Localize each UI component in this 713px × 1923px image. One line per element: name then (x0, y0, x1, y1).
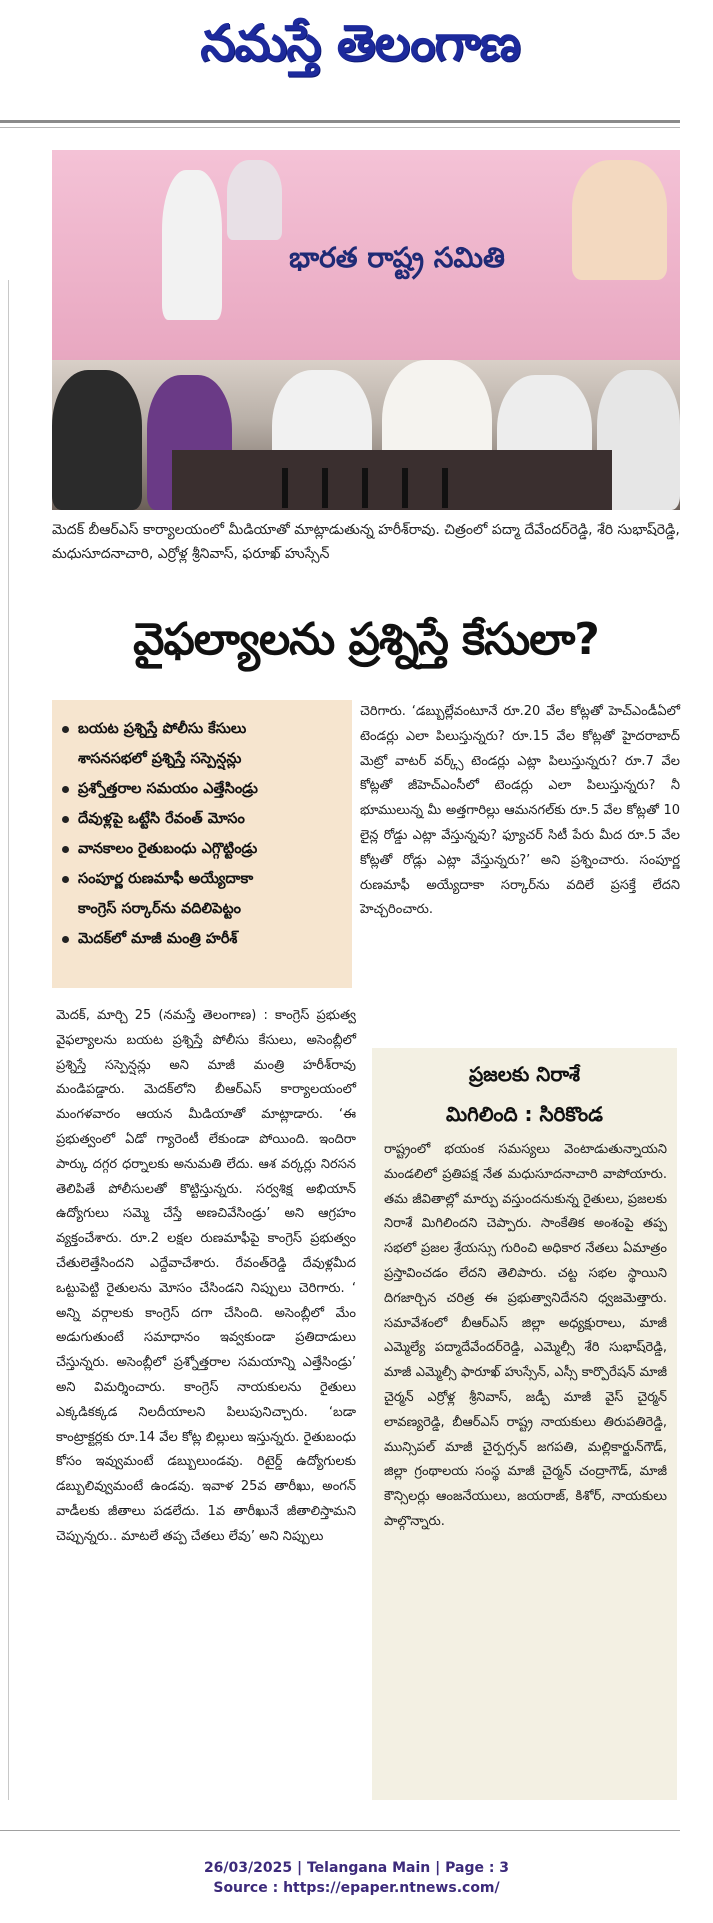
microphone (322, 468, 328, 508)
party-banner-text: భారత రాష్ట్ర సమితి (289, 241, 505, 274)
attendee (52, 370, 142, 510)
masthead-rule (0, 120, 680, 123)
page-footer (0, 1858, 713, 1898)
newspaper-logo: నమస్తే తెలంగాణ (200, 14, 520, 72)
sidebar-headline-line1: ప్రజలకు నిరాశే (468, 1062, 581, 1086)
adjacent-column-edge (0, 280, 9, 1800)
footer-edition-info: 26/03/2025 | Telangana Main | Page : 3 (203, 1860, 510, 1876)
footer-rule (0, 1830, 680, 1831)
bullet-icon (62, 726, 69, 733)
masthead-rule-thin (0, 127, 680, 128)
bullet-icon (62, 876, 69, 883)
sidebar-headline-line2: మిగిలింది : సిరికొండ (446, 1102, 603, 1126)
footer-source-link[interactable]: Source : https://epaper.ntnews.com/ (213, 1880, 500, 1896)
bullet-icon (62, 816, 69, 823)
portrait-figure-left (162, 170, 222, 320)
article-body-right: చెరిగారు. ‘డబ్బుల్లేవంటూనే రూ.20 వేల కోట్లతో హెచ్ఎండీఏలో టెండర్లు ఎలా పిలుస్తున్నరు? రూ.15 వేల కోట్లతో హైదరాబాద్ మెట్రో వాటర్ వర్క్స్ టెండర్లు ఎట్లా పిలుస్తున్నరు? రూ.7 వేల కోట్లతో జీహెచ్ఎంసీలో టెండర్లు ఎలా పిలుస్తున్నరు? నీ భూములున్న మీ అత్తగారిల్లు ఆమనగల్‌కు రూ.5 వేల కోట్లతో 10 లైన్ల రోడ్డు ఎట్లా వేస్తున్నవు? ఫ్యూచర్ సిటీ పేరు మీద రూ.5 వేల కోట్లతో రోడ్లు ఎట్లా వేస్తున్నరు?’ అని ప్రశ్నించారు. సంపూర్ణ రుణమాఫీ అయ్యేదాకా సర్కార్‌ను వదిలే ప్రసక్తే లేదని హెచ్చరించారు. (360, 704, 680, 918)
microphone (442, 468, 448, 508)
highlights-box (52, 700, 352, 988)
bullet-icon (62, 846, 69, 853)
article-body-left: మెదక్, మార్చి 25 (నమస్తే తెలంగాణ) : కాంగ్రెస్ ప్రభుత్వ వైఫల్యాలను బయట ప్రశ్నిస్తే పోలీసు కేసులు, అసెంబ్లీలో ప్రశ్నిస్తే సస్పెన్షన్లు అని మాజీ మంత్రి హరీశ్‌రావు మండిపడ్డారు. మెదక్‌లోని బీఆర్ఎస్ కార్యాలయంలో మంగళవారం ఆయన మీడియాతో మాట్లాడారు. ‘ఈ ప్రభుత్వంలో ఏడో గ్యారెంటీ లేకుండా పోయింది. ఇందిరా పార్కు దగ్గర ధర్నాలకు అనుమతి లేదు. ఆశ వర్కర్లు నిరసన తెలిపితే పోలీసులతో కొట్టిస్తున్నరు. సర్వశిక్ష అభియాన్ ఉద్యోగులు సమ్మె చేస్తే అణచివేసిండ్రు’ అని ఆగ్రహం వ్యక్తంచేశారు. రూ.2 లక్షల రుణమాఫీపై కాంగ్రెస్ ప్రభుత్వం చేతులెత్తేసిందని ఎద్దేవాచేశారు. రేవంత్‌రెడ్డి దేవుళ్లమీద ఒట్టుపెట్టి రైతులను మోసం చేసిండని నిప్పులు చెరిగారు. ‘ అన్ని వర్గాలకు కాంగ్రెస్ దగా చేసింది. అసెంబ్లీలో మేం అడుగుతుంటే సమాధానం ఇవ్వకుండా ప్రతిదాడులు చేస్తున్నరు. అసెంబ్లీలో ప్రశ్నోత్తరాల సమయాన్ని ఎత్తేసిండ్రు’ అని విమర్శించారు. కాంగ్రెస్ నాయకులను రైతులు ఎక్కడికక్కడ నిలదీయాలని పిలుపునిచ్చారు. ‘బడా కాంట్రాక్టర్లకు రూ.14 వేల కోట్ల బిల్లులు ఇస్తున్నరు. రైతుబంధు కోసం ఇవ్వుమంటే డబ్బులుండవు. రిటైర్డ్ ఉద్యోగులకు డబ్బులివ్వుమంటే ఉండవు. ఇవాళ 25వ తారీఖు, అంగన్ వాడీలకు జీతాలు పడలేదు. 1వ తారీఖునే జీతాలిస్తామని చెప్పున్నరు.. మాటలే తప్ప చేతలు లేవు’ అని నిప్పులు (56, 1008, 356, 1544)
microphone (282, 468, 288, 508)
microphone (402, 468, 408, 508)
sidebar-headline (372, 1048, 677, 1134)
highlight-item: మెదక్‌లో మాజీ మంత్రి హరీశ్ (62, 924, 344, 954)
bullet-icon (62, 936, 69, 943)
press-table (172, 450, 612, 510)
highlight-item: సంపూర్ణ రుణమాఫీ అయ్యేదాకా కాంగ్రెస్ సర్కార్‌ను వదిలిపెట్టం (62, 864, 344, 924)
sidebar-body: రాష్ట్రంలో భయంక సమస్యలు వెంటాడుతున్నాయని మండలిలో ప్రతిపక్ష నేత మధుసూదనాచారి వాపోయారు. తమ జీవితాల్లో మార్పు వస్తుందనుకున్న రైతులు, ప్రజలకు నిరాశే మిగిలిందని చెప్పారు. సాంకేతిక అంశంపై తప్ప సభలో ప్రజల శ్రేయస్సు గురించి అధికార నేతలు ఏమాత్రం ప్రస్తావించడం లేదని తెలిపారు. చట్ట సభల స్థాయిని దిగజార్చిన చరిత్ర ఈ ప్రభుత్వానిదేనని ధ్వజమెత్తారు. సమావేశంలో బీఆర్ఎస్ జిల్లా అధ్యక్షురాలు, మాజీ ఎమ్మెల్యే పద్మాదేవేందర్‌రెడ్డి, ఎమ్మెల్సీ శేరి సుభాష్‌రెడ్డి, మాజీ ఎమ్మెల్సీ ఫారూఖ్ హుస్సేన్, ఎస్సీ కార్పొరేషన్ మాజీ చైర్మన్ ఎర్రోళ్ల శ్రీనివాస్, జడ్పీ మాజీ వైస్ చైర్మన్ లావణ్యరెడ్డి, బీఆర్ఎస్ రాష్ట్ర నాయకులు తిరుపతిరెడ్డి, మున్సిపల్ మాజీ చైర్పర్సన్ జగపతి, మల్లికార్జున్‌గౌడ్, జిల్లా గ్రంథాలయ సంస్థ మాజీ చైర్మన్ చంద్రాగౌడ్, మాజీ కౌన్సిలర్లు ఆంజనేయులు, జయరాజ్, కిశోర్, నాయకులు పాల్గొన్నారు. (384, 1142, 667, 1529)
headline: వైఫల్యాలను ప్రశ్నిస్తే కేసులా? (133, 614, 599, 665)
highlight-item: ప్రశ్నోత్తరాల సమయం ఎత్తేసిండ్రు (62, 774, 344, 804)
bullet-icon (62, 786, 69, 793)
photo-caption: మెదక్ బీఆర్ఎస్ కార్యాలయంలో మీడియాతో మాట్లాడుతున్న హరీశ్‌రావు. చిత్రంలో పద్మా దేవేందర్‌రెడ్డి, శేరి సుభాష్‌రెడ్డి, మధుసూదనాచారి, ఎర్రోళ్ల శ్రీనివాస్, ఫరూఖ్ హుస్సేన్ (52, 522, 680, 562)
highlight-item: బయట ప్రశ్నిస్తే పోలీసు కేసులు శాసనసభలో ప్రశ్నిస్తే సస్పెన్షన్లు (62, 714, 344, 774)
highlight-item: దేవుళ్లపై ఒట్టేసి రేవంత్ మోసం (62, 804, 344, 834)
microphone (362, 468, 368, 508)
masthead (0, 0, 713, 118)
portrait-figure-right (572, 160, 667, 280)
highlight-item: వానకాలం రైతుబంధు ఎగ్గొట్టిండ్రు (62, 834, 344, 864)
sidebar-story (372, 1048, 677, 1800)
news-photo (52, 150, 680, 510)
